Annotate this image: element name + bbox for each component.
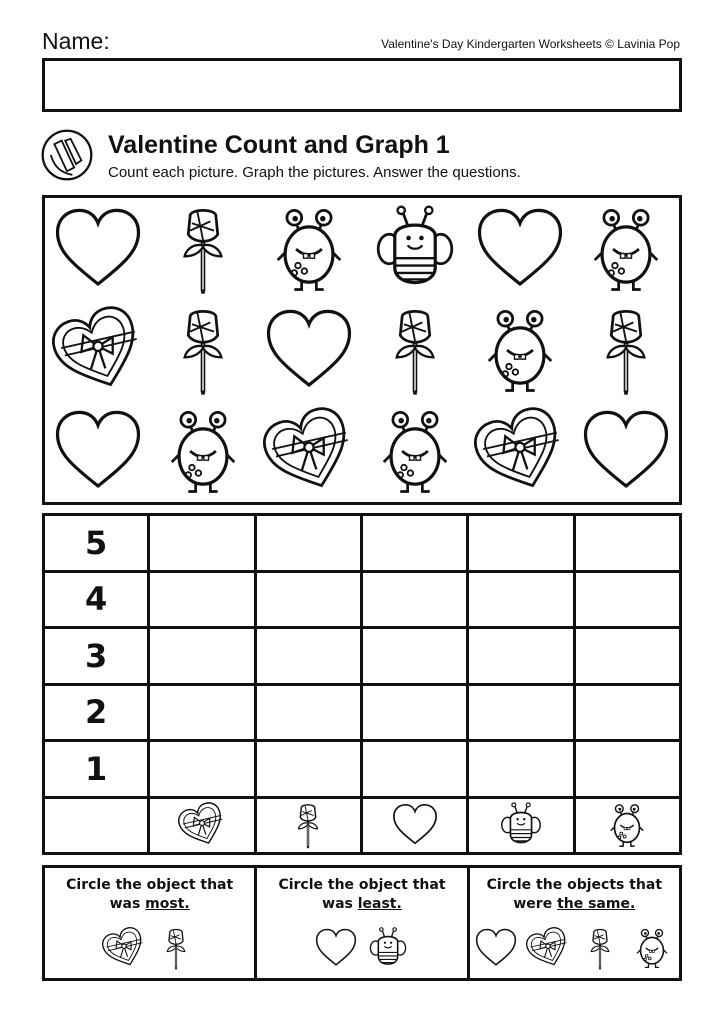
picture-cell [256,299,362,400]
bee-icon [369,203,461,295]
picture-cell [468,401,574,502]
page-title: Valentine Count and Graph 1 [108,131,450,159]
question-line1: Circle the objects that [486,877,663,893]
answer-options [470,926,679,970]
graph-row [44,571,681,628]
bee-icon[interactable] [366,926,410,970]
bee-icon [497,801,545,849]
graph-row [44,684,681,741]
graph-cell[interactable] [574,515,680,572]
rose-icon [157,203,249,295]
rose-icon [284,801,332,849]
heart-icon [391,801,439,849]
graph-cell[interactable] [361,684,467,741]
name-label: Name: [42,28,110,54]
heart-icon [263,304,355,396]
graph-category-row [44,797,681,854]
question-text: was [322,896,358,912]
category-cell [468,797,574,854]
rose-icon [369,304,461,396]
graph-cell[interactable] [574,571,680,628]
question-2 [257,868,469,978]
heart-icon[interactable] [474,926,518,970]
bar-graph-grid [42,513,682,855]
credit-text: Valentine's Day Kindergarten Worksheets © Lavinia Pop [381,37,680,51]
heart-icon [52,405,144,497]
picture-cell [256,198,362,299]
category-cell [149,797,255,854]
picture-cell [151,401,257,502]
graph-cell[interactable] [255,684,361,741]
picture-cell [362,198,468,299]
y-label: 4 [44,571,149,628]
picture-cell [151,198,257,299]
graph-cell[interactable] [574,684,680,741]
graph-cell[interactable] [149,571,255,628]
question-emphasis: the same. [557,896,636,912]
graph-cell[interactable] [468,741,574,798]
y-label: 5 [44,515,149,572]
rose-icon [157,304,249,396]
graph-cell[interactable] [149,741,255,798]
questions-panel [42,865,682,981]
blank-cell [44,797,149,854]
question-emphasis: most. [145,896,190,912]
gift-icon[interactable] [526,926,570,970]
rose-icon [580,304,672,396]
heart-icon [474,203,566,295]
monster-icon [263,203,355,295]
graph-cell[interactable] [255,741,361,798]
heart-icon[interactable] [314,926,358,970]
graph-row [44,741,681,798]
graph-cell[interactable] [468,628,574,685]
graph-row [44,515,681,572]
graph-cell[interactable] [468,684,574,741]
rose-icon[interactable] [578,926,622,970]
answer-options [257,926,466,970]
graph-cell[interactable] [255,628,361,685]
picture-grid [42,195,682,505]
graph-row [44,628,681,685]
picture-cell [468,299,574,400]
monster-icon [603,801,651,849]
rose-icon[interactable] [154,926,198,970]
question-emphasis: least. [357,896,402,912]
picture-cell [573,198,679,299]
question-text: were [513,896,558,912]
monster-icon [580,203,672,295]
y-label: 3 [44,628,149,685]
graph-cell[interactable] [149,684,255,741]
gift-icon [263,405,355,497]
gift-icon [52,304,144,396]
graph-cell[interactable] [149,515,255,572]
graph-cell[interactable] [361,628,467,685]
question-3 [470,868,679,978]
graph-cell[interactable] [255,515,361,572]
crayon-icon [40,128,94,182]
question-line2 [45,895,254,914]
category-cell [574,797,680,854]
picture-cell [468,198,574,299]
graph-cell[interactable] [255,571,361,628]
category-cell [255,797,361,854]
gift-icon [178,801,226,849]
picture-cell [573,401,679,502]
y-label: 2 [44,684,149,741]
graph-cell[interactable] [574,741,680,798]
picture-cell [362,401,468,502]
picture-cell [45,299,151,400]
graph-cell[interactable] [468,515,574,572]
gift-icon[interactable] [102,926,146,970]
gift-icon [474,405,566,497]
picture-cell [256,401,362,502]
picture-cell [45,198,151,299]
heart-icon [580,405,672,497]
monster-icon [474,304,566,396]
question-1 [45,868,257,978]
picture-cell [151,299,257,400]
monster-icon [157,405,249,497]
picture-cell [362,299,468,400]
monster-icon[interactable] [630,926,674,970]
question-line1: Circle the object that [66,877,234,893]
answer-options [45,926,254,970]
monster-icon [369,405,461,497]
question-line1: Circle the object that [278,877,446,893]
y-label: 1 [44,741,149,798]
question-line2 [257,895,466,914]
category-cell [361,797,467,854]
graph-cell[interactable] [361,515,467,572]
graph-cell[interactable] [574,628,680,685]
graph-cell[interactable] [361,571,467,628]
graph-cell[interactable] [149,628,255,685]
picture-cell [45,401,151,502]
graph-cell[interactable] [361,741,467,798]
instructions: Count each picture. Graph the pictures. Answer the questions. [108,164,521,181]
name-input-box[interactable] [42,58,682,112]
picture-cell [573,299,679,400]
heart-icon [52,203,144,295]
graph-cell[interactable] [468,571,574,628]
question-line2 [470,895,679,914]
question-text: was [109,896,146,912]
